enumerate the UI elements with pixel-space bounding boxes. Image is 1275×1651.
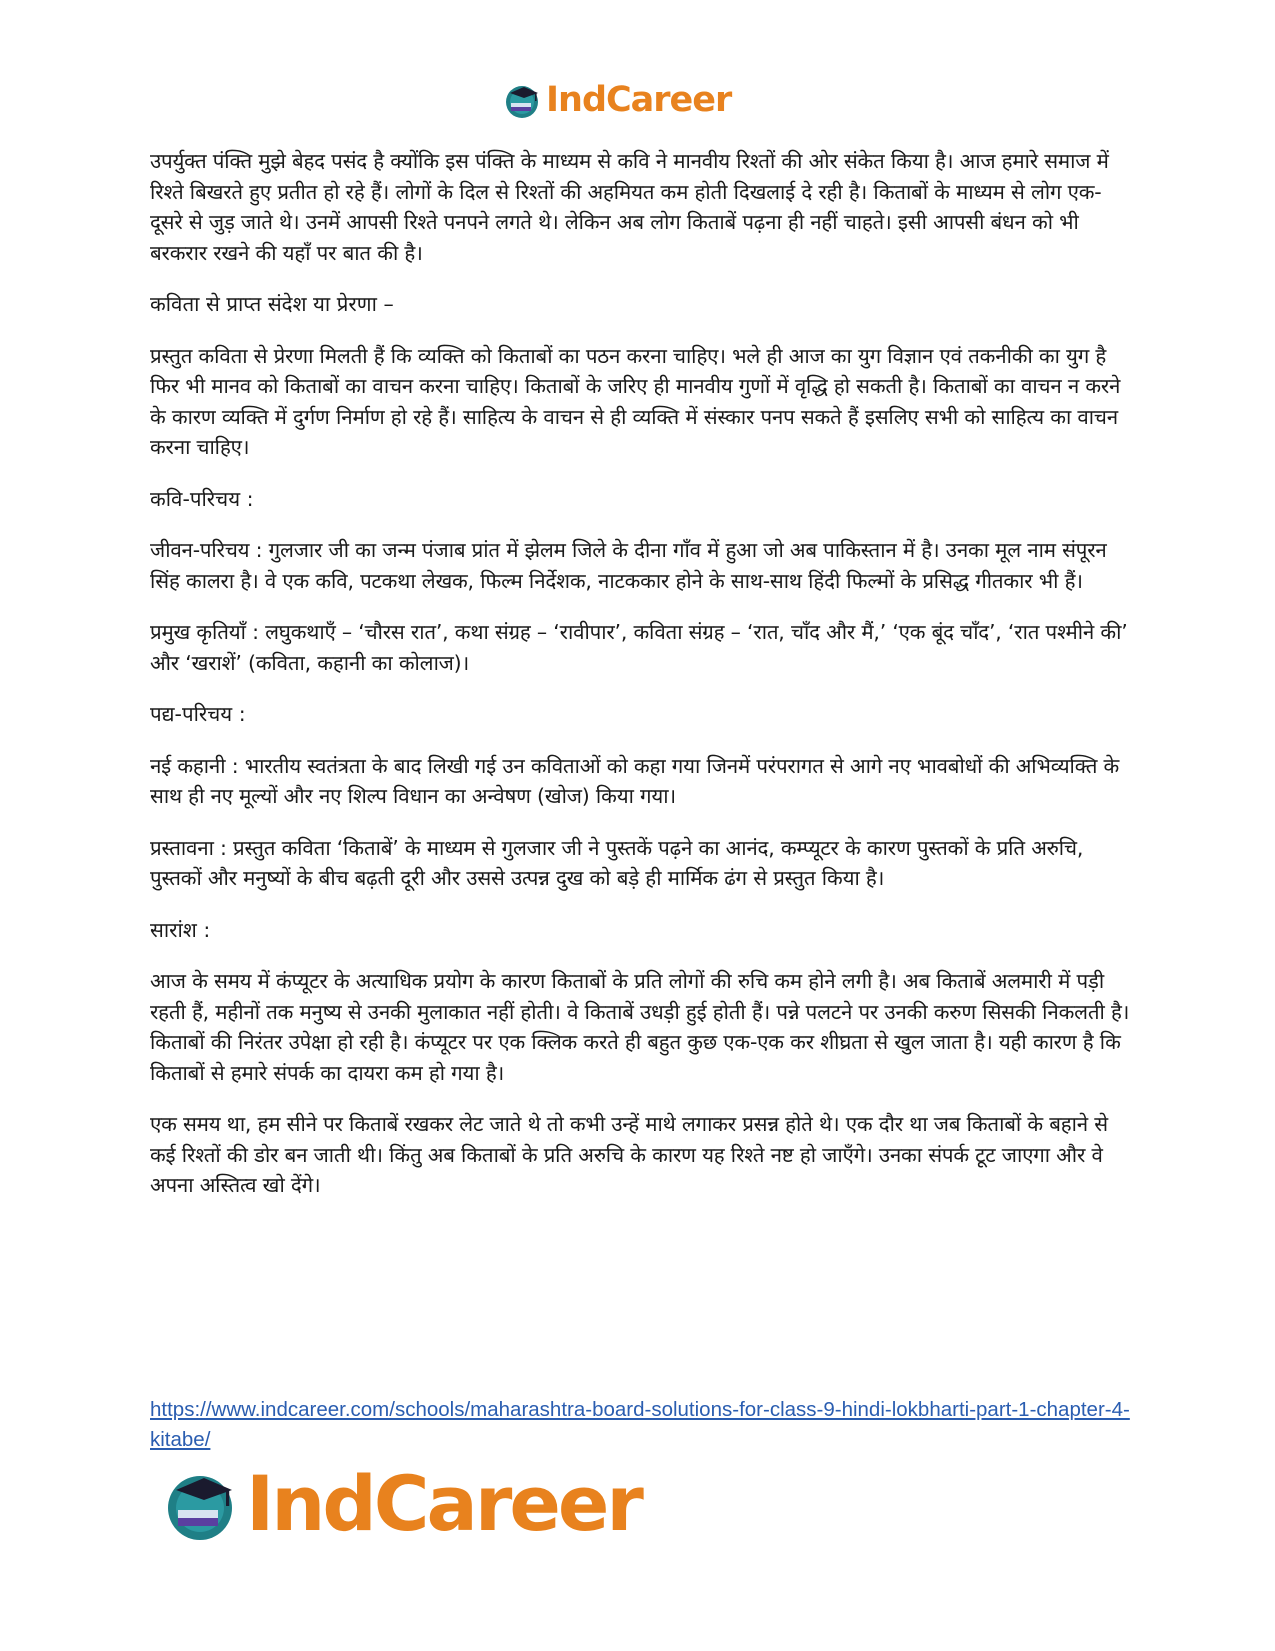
heading-summary: सारांश : xyxy=(150,917,211,942)
brand-wordmark: IndCareer xyxy=(546,80,732,120)
paragraph-preface: प्रस्तावना : प्रस्तुत कविता ‘किताबें’ के माध्यम से गुलजार जी ने पुस्तकें पढ़ने का आनंद, कम्प्यूटर के कारण पुस्तकों के प्रति अरुचि, पुस्तकों और मनुष्यों के बीच बढ़ती दूरी और उससे उत्पन्न दुख को बड़े ही मार्मिक ढंग से प्रस्तुत किया है। xyxy=(150,835,1084,890)
article-body xyxy=(150,146,1130,1222)
graduation-cap-globe-books-icon xyxy=(502,80,542,120)
paragraph-relationships: उपर्युक्त पंक्ति मुझे बेहद पसंद है क्योंकि इस पंक्ति के माध्यम से कवि ने मानवीय रिश्तों की ओर संकेत किया है। आज हमारे समाज में रिश्ते बिखरते हुए प्रतीत हो रहे हैं। लोगों के दिल से रिश्तों की अहमियत कम होती दिखलाई दे रही है। किताबों के माध्यम से लोग एक-दूसरे से जुड़ जाते थे। उनमें आपसी रिश्ते पनपने लगते थे। लेकिन अब लोग किताबें पढ़ना ही नहीं चाहते। इसी आपसी बंधन को भी बरकरार रखने की यहाँ पर बात की है। xyxy=(150,149,1109,265)
paragraph-summary-1: आज के समय में कंप्यूटर के अत्याधिक प्रयोग के कारण किताबों के प्रति लोगों की रुचि कम होने लगी है। अब किताबें अलमारी में पड़ी रहती हैं, महीनों तक मनुष्य से उनकी मुलाकात नहीं होती। वे किताबें उधड़ी हुई होती हैं। पन्ने पलटने पर उनकी करुण सिसकी निकलती है। किताबों की निरंतर उपेक्षा हो रही है। कंप्यूटर पर एक क्लिक करते ही बहुत कुछ एक-एक कर शीघ्रता से खुल जाता है। यही कारण है कि किताबों से हमारे संपर्क का दायरा कम हो गया है। xyxy=(150,969,1130,1085)
heading-poet-intro: कवि-परिचय : xyxy=(150,486,254,511)
paragraph-summary-2: एक समय था, हम सीने पर किताबें रखकर लेट जाते थे तो कभी उन्हें माथे लगाकर प्रसन्न होते थे। एक दौर था जब किताबों के बहाने से कई रिश्तों की डोर बन जाती थी। किंतु अब किताबों के प्रति अरुचि के कारण यह रिश्ते नष्ट हो जाएँगे। उनका संपर्क टूट जाएगा और वे अपना अस्तित्व खो देंगे। xyxy=(150,1112,1108,1197)
footer-logo xyxy=(160,1459,641,1548)
paragraph-life-intro: जीवन-परिचय : गुलजार जी का जन्म पंजाब प्रांत में झेलम जिले के दीना गाँव में हुआ जो अब पाकिस्तान में है। उनका मूल नाम संपूरन सिंह कालरा है। वे एक कवि, पटकथा लेखक, फिल्म निर्देशक, नाटककार होने के साथ-साथ हिंदी फिल्मों के प्रसिद्ध गीतकार भी हैं। xyxy=(150,538,1107,593)
source-link[interactable]: https://www.indcareer.com/schools/maharashtra-board-solutions-for-class-9-hindi-lokbharti-part-1-chapter-4-kitabe/ xyxy=(150,1398,1130,1451)
brand-wordmark-large: IndCareer xyxy=(246,1459,641,1548)
paragraph-message: प्रस्तुत कविता से प्रेरणा मिलती हैं कि व्यक्ति को किताबों का पठन करना चाहिए। भले ही आज का युग विज्ञान एवं तकनीकी का युग है फिर भी मानव को किताबों का वाचन करना चाहिए। किताबों के जरिए ही मानवीय गुणों में वृद्धि हो सकती है। किताबों का वाचन न करने के कारण व्यक्ति में दुर्गण निर्माण हो रहे हैं। साहित्य के वाचन से ही व्यक्ति में संस्कार पनप सकते हैं इसलिए सभी को साहित्य का वाचन करना चाहिए। xyxy=(150,343,1121,459)
graduation-cap-globe-books-icon xyxy=(160,1464,240,1544)
paragraph-major-works: प्रमुख कृतियाँ : लघुकथाएँ – ‘चौरस रात’, कथा संग्रह – ‘रावीपार’, कविता संग्रह – ‘रात, चाँद और मैं,’ ‘एक बूंद चाँद’, ‘रात पश्मीने की’ और ‘खराशें’ (कविता, कहानी का कोलाज)। xyxy=(150,620,1128,675)
paragraph-new-story: नई कहानी : भारतीय स्वतंत्रता के बाद लिखी गई उन कविताओं को कहा गया जिनमें परंपरागत से आगे नए भावबोधों की अभिव्यक्ति के साथ ही नए मूल्यों और नए शिल्प विधान का अन्वेषण (खोज) किया गया। xyxy=(150,753,1120,808)
heading-poem-intro: पद्य-परिचय : xyxy=(150,702,246,726)
header-logo xyxy=(502,80,731,120)
heading-message: कविता से प्राप्त संदेश या प्रेरणा – xyxy=(150,292,394,316)
